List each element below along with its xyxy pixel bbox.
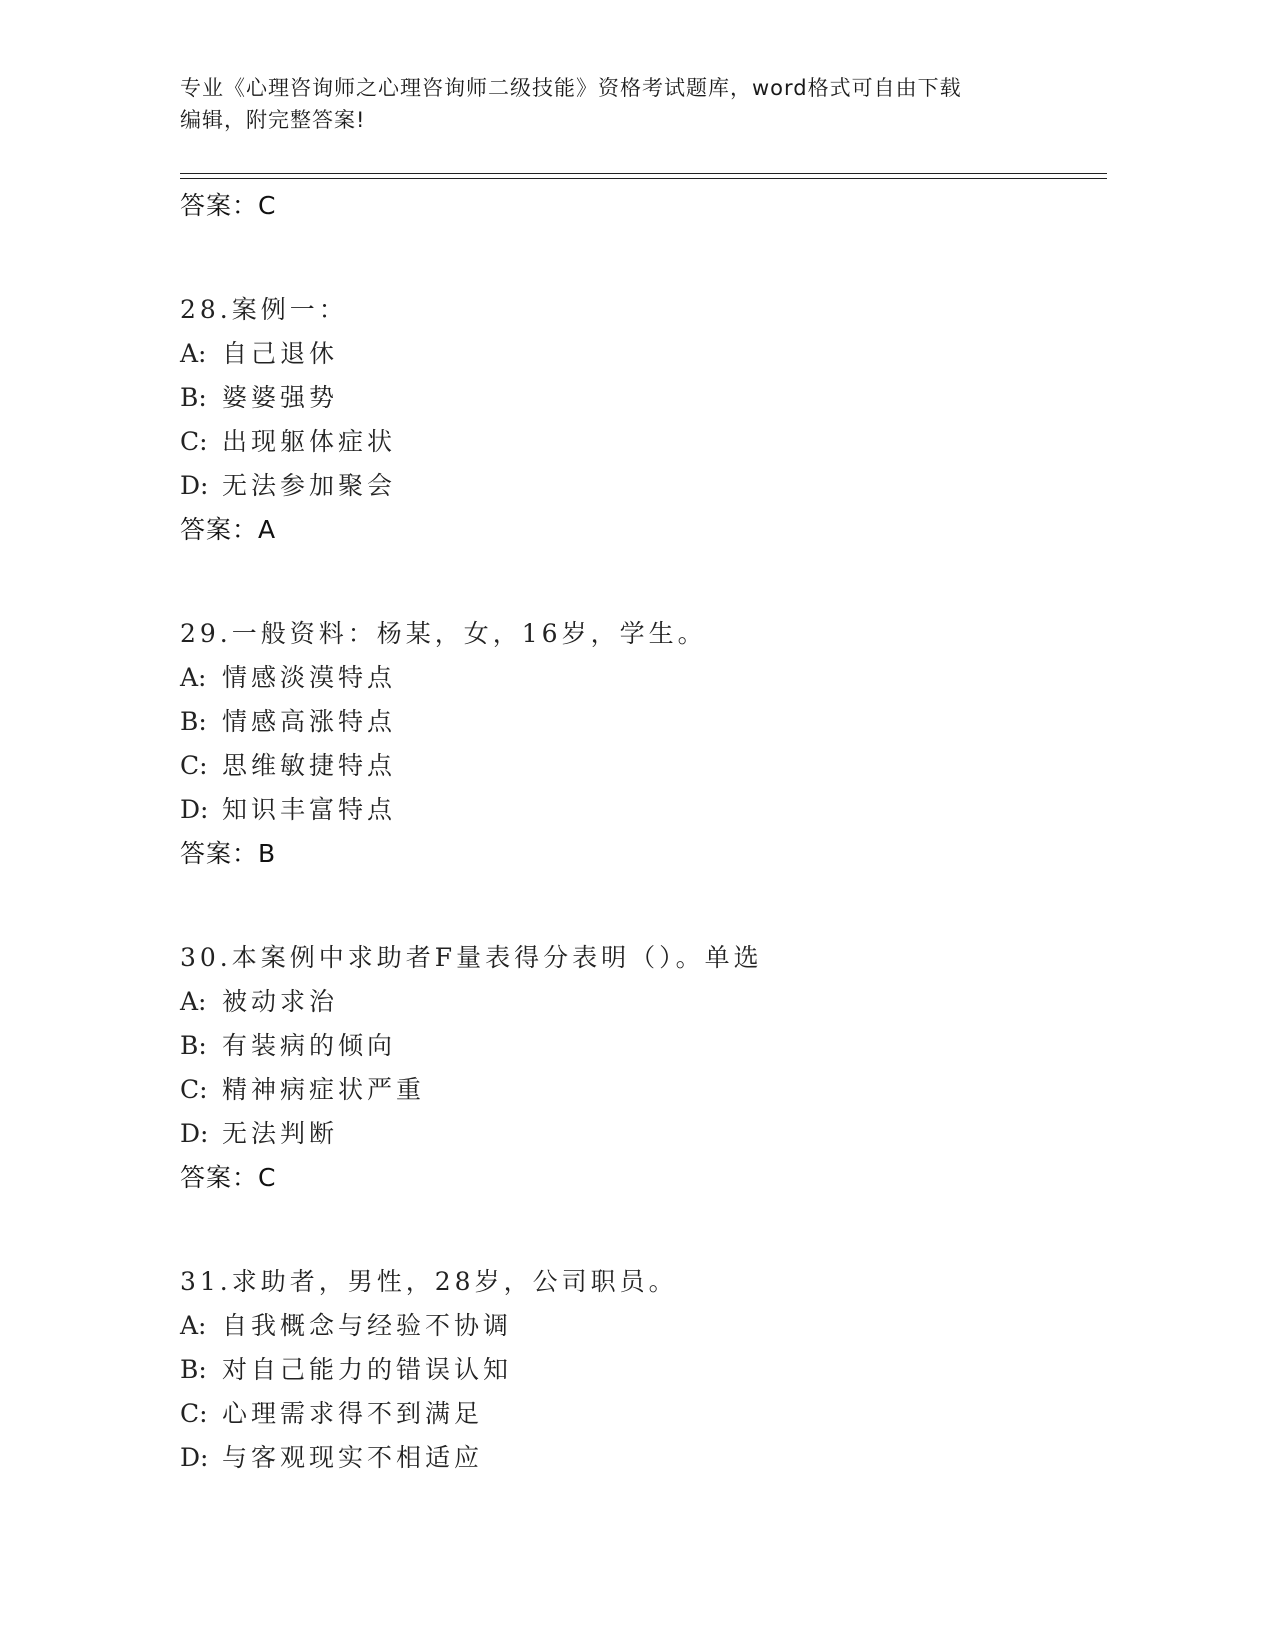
option-a (180, 656, 1107, 700)
answer-line: 答案：C (180, 191, 277, 220)
option-text: 情感淡漠特点 (222, 663, 397, 692)
header-rule-top (180, 173, 1107, 174)
option-text: 心理需求得不到满足 (222, 1399, 484, 1428)
option-text: 被动求治 (222, 987, 339, 1016)
option-text: 精神病症状严重 (222, 1075, 426, 1104)
question-block (180, 612, 1107, 876)
option-letter: A: (180, 663, 207, 692)
option-letter: C: (180, 1399, 208, 1428)
option-text: 自己退休 (222, 339, 339, 368)
question-block (180, 1260, 1107, 1480)
question-block (180, 288, 1107, 552)
option-b (180, 700, 1107, 744)
option-text: 对自己能力的错误认知 (222, 1355, 513, 1384)
option-c (180, 1392, 1107, 1436)
option-text: 无法判断 (222, 1119, 339, 1148)
option-c (180, 744, 1107, 788)
spacer (180, 1200, 1107, 1260)
option-letter: C: (180, 751, 208, 780)
option-b (180, 1348, 1107, 1392)
option-d (180, 788, 1107, 832)
option-letter: B: (180, 383, 207, 412)
option-b (180, 1024, 1107, 1068)
option-text: 出现躯体症状 (222, 427, 397, 456)
option-letter: A: (180, 339, 207, 368)
option-d (180, 1112, 1107, 1156)
option-letter: B: (180, 1355, 207, 1384)
option-letter: B: (180, 1031, 207, 1060)
option-d (180, 464, 1107, 508)
question-title: 31.求助者，男性，28岁，公司职员。 (180, 1267, 678, 1296)
option-letter: A: (180, 1311, 207, 1340)
option-text: 自我概念与经验不协调 (222, 1311, 513, 1340)
question-list (180, 184, 1107, 1480)
answer-line: 答案：A (180, 515, 277, 544)
question-title: 30.本案例中求助者F量表得分表明（）。单选 (180, 943, 763, 972)
option-letter: D: (180, 795, 209, 824)
header-rule-bottom (180, 178, 1107, 179)
spacer (180, 552, 1107, 612)
answer-line: 答案：B (180, 839, 277, 868)
question-title: 29.一般资料：杨某，女，16岁，学生。 (180, 619, 707, 648)
header-line-2: 编辑，附完整答案! (180, 108, 366, 132)
option-a (180, 332, 1107, 376)
option-letter: A: (180, 987, 207, 1016)
option-letter: B: (180, 707, 207, 736)
spacer (180, 228, 1107, 288)
option-text: 婆婆强势 (222, 383, 339, 412)
option-c (180, 420, 1107, 464)
option-text: 有装病的倾向 (222, 1031, 397, 1060)
option-text: 无法参加聚会 (222, 471, 397, 500)
option-letter: D: (180, 471, 209, 500)
option-letter: D: (180, 1119, 209, 1148)
header-line-1: 专业《心理咨询师之心理咨询师二级技能》资格考试题库，word格式可自由下载 (180, 76, 962, 100)
document-header (180, 72, 1050, 136)
option-letter: D: (180, 1443, 209, 1472)
option-c (180, 1068, 1107, 1112)
option-text: 与客观现实不相适应 (222, 1443, 484, 1472)
answer-line: 答案：C (180, 1163, 277, 1192)
question-block (180, 936, 1107, 1200)
option-text: 情感高涨特点 (222, 707, 397, 736)
option-d (180, 1436, 1107, 1480)
option-text: 思维敏捷特点 (222, 751, 397, 780)
option-letter: C: (180, 427, 208, 456)
option-letter: C: (180, 1075, 208, 1104)
option-a (180, 1304, 1107, 1348)
question-title: 28.案例一： (180, 295, 348, 324)
option-a (180, 980, 1107, 1024)
option-text: 知识丰富特点 (222, 795, 397, 824)
spacer (180, 876, 1107, 936)
option-b (180, 376, 1107, 420)
